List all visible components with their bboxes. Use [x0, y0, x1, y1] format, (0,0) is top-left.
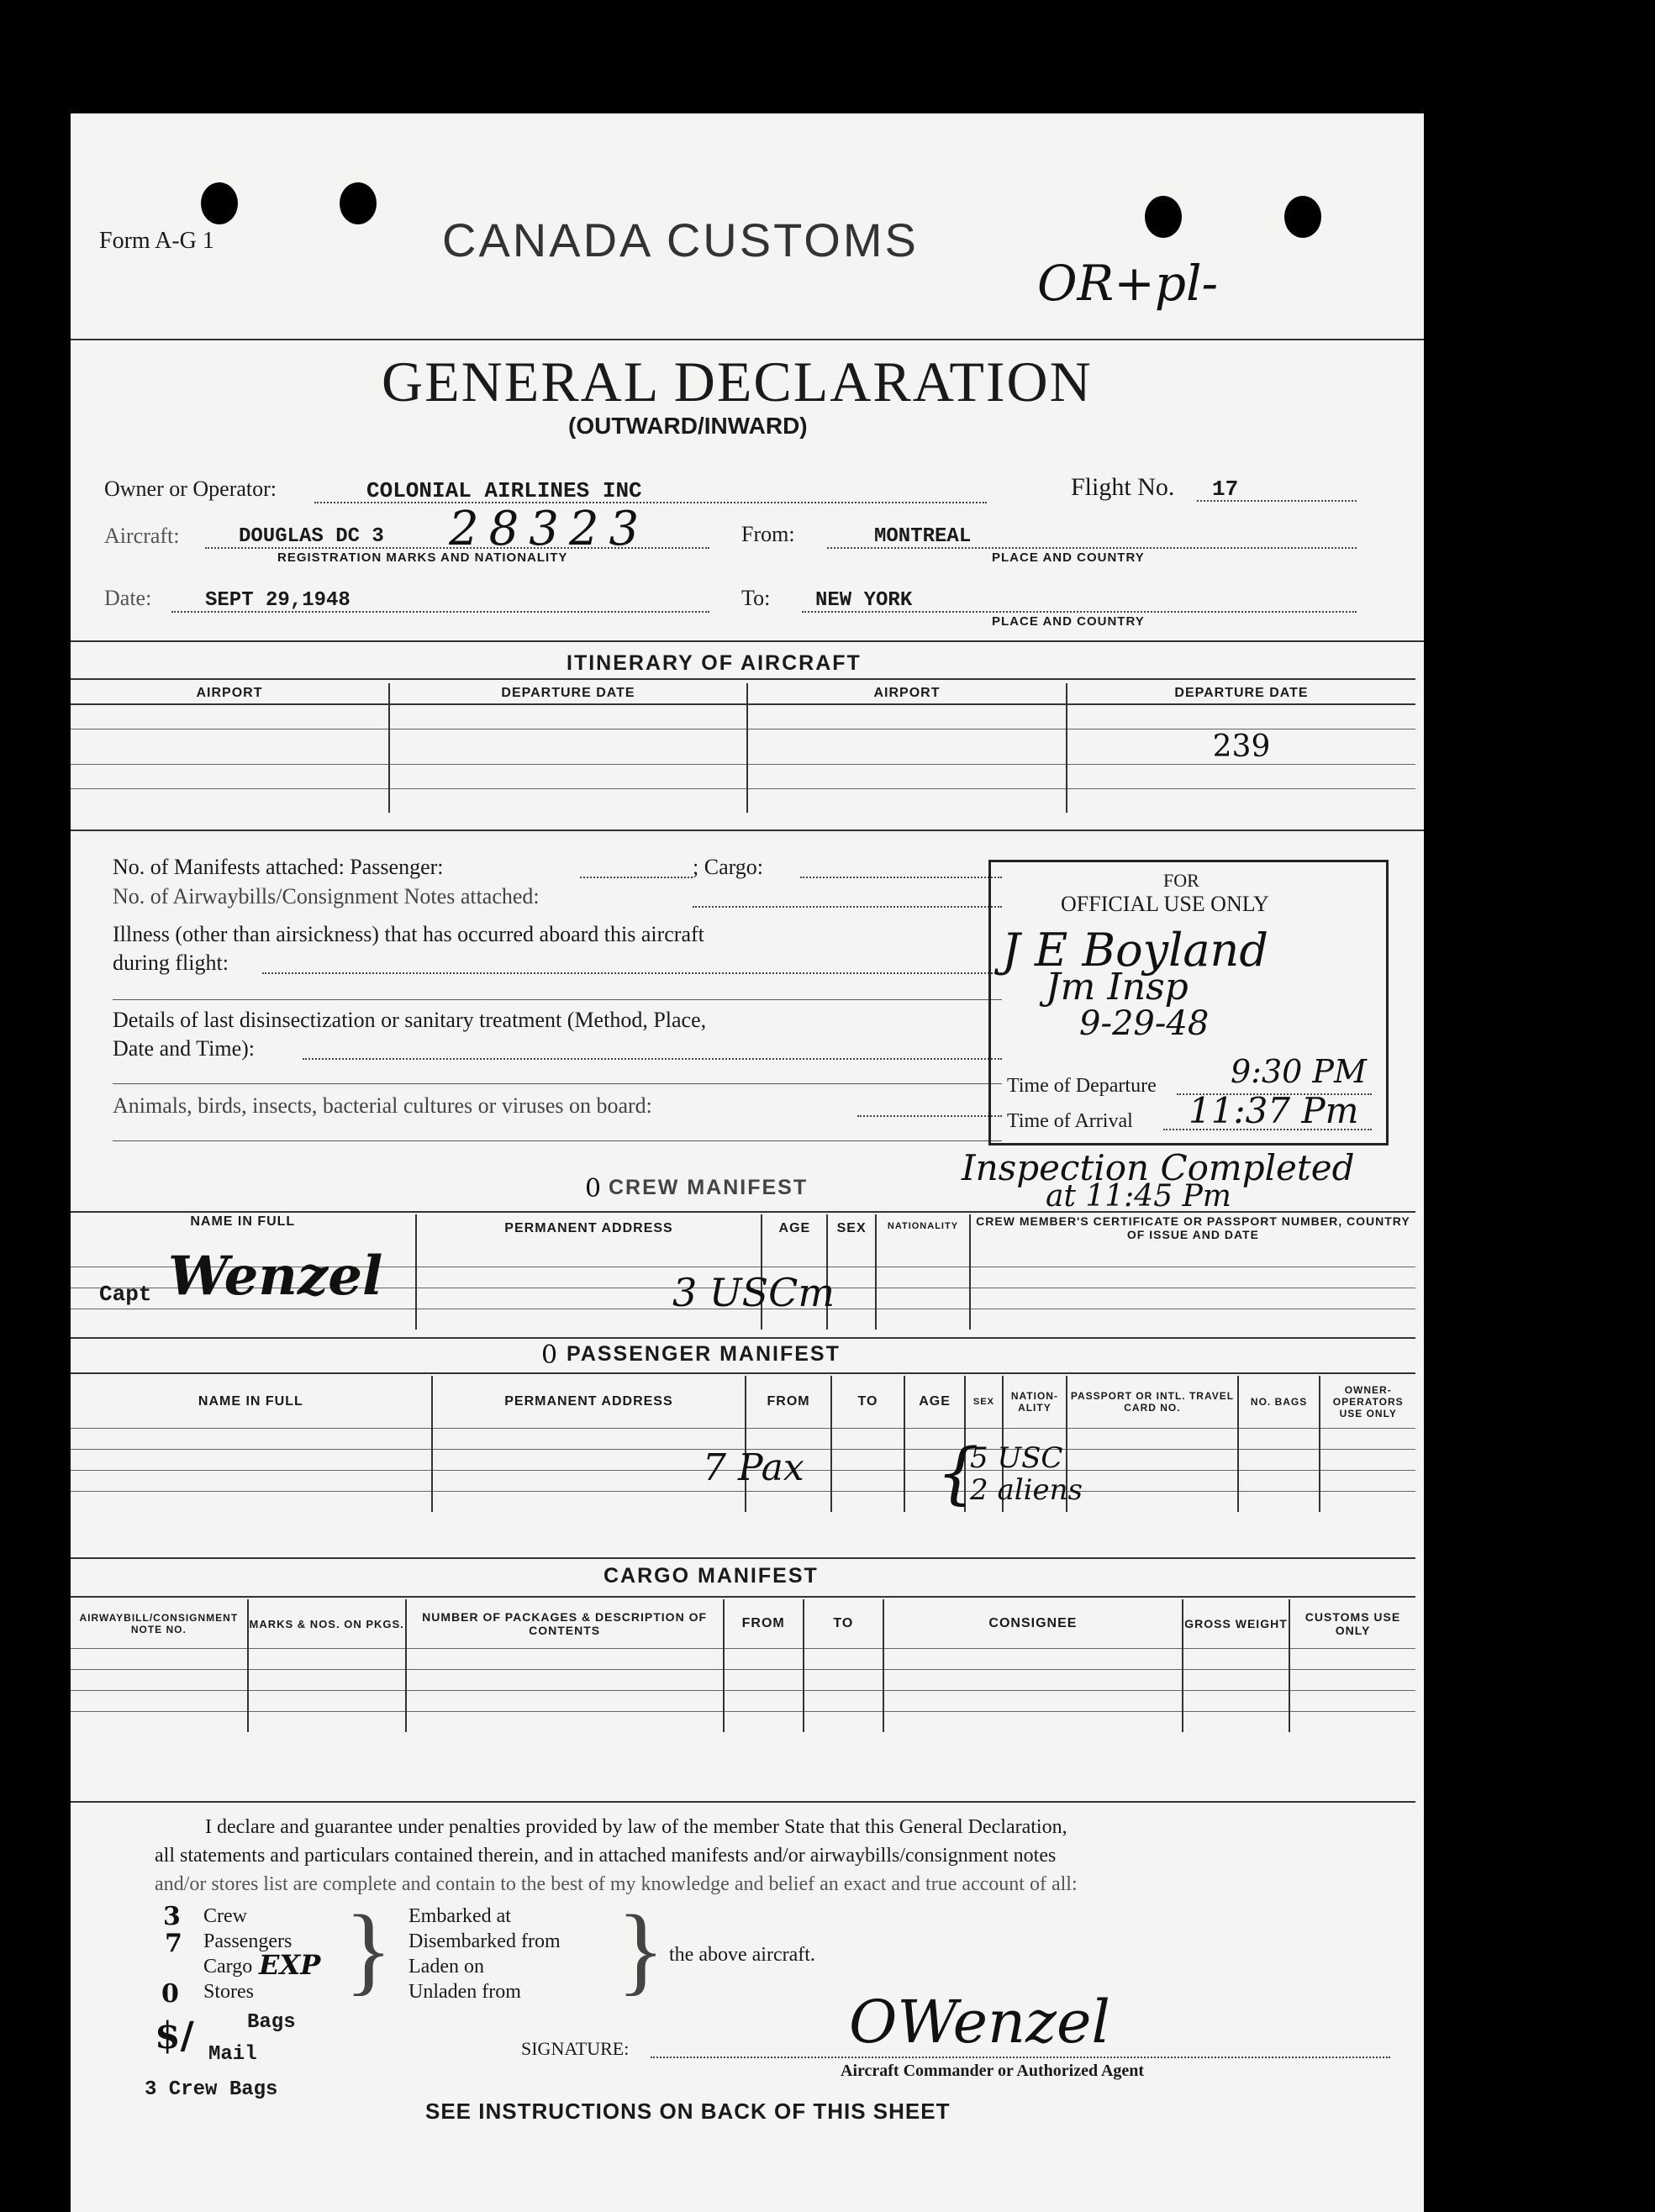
illness-line: [262, 972, 1002, 974]
cargo-header-consignee: CONSIGNEE: [883, 1599, 1183, 1649]
passenger-header-passport: PASSPORT OR INTL. TRAVEL CARD NO.: [1067, 1376, 1238, 1429]
crew-count-mark: 3: [163, 1902, 181, 1931]
manifests-label: No. of Manifests attached: Passenger:: [113, 855, 444, 879]
itinerary-table: [71, 683, 1415, 813]
date-label: Date:: [104, 586, 152, 610]
itinerary-header-departure: DEPARTURE DATE: [389, 683, 747, 704]
crew-header-age: AGE: [762, 1214, 827, 1267]
cargo-table: [71, 1599, 1415, 1732]
bags-label: Bags: [247, 2011, 296, 2034]
to-line: [802, 611, 1357, 613]
itinerary-header-departure-2: DEPARTURE DATE: [1174, 686, 1309, 700]
to-value: NEW YORK: [815, 589, 913, 612]
official-date: 9-29-48: [1079, 1004, 1210, 1043]
cargo-top-rule: [71, 1557, 1415, 1559]
crew-rank: Capt: [99, 1282, 152, 1307]
itinerary-header-airport-2: AIRPORT: [747, 683, 1067, 704]
illness-label-2: during flight:: [113, 951, 229, 975]
aircraft-registration: 28323: [449, 502, 650, 556]
cert-action-embarked: Embarked at: [408, 1905, 511, 1927]
mail-label: Mail: [208, 2043, 257, 2066]
cargo-rule: [71, 1596, 1415, 1598]
passenger-top-rule: [71, 1337, 1415, 1339]
passenger-line: [580, 877, 693, 878]
animals-line: [857, 1115, 1002, 1117]
certification-line-2: all statements and particulars contained therein, and in attached manifests and/or airwaybills/consignment notes: [155, 1845, 1057, 1867]
signature-label: SIGNATURE:: [521, 2038, 630, 2059]
from-label: From:: [741, 522, 795, 546]
passenger-header-name: NAME IN FULL: [71, 1376, 432, 1429]
cargo-mark: EXP: [259, 1949, 321, 1981]
passenger-header-sex: SEX: [965, 1376, 1003, 1429]
crew-top-rule: [71, 1211, 1415, 1213]
passenger-header-nationality: NATION-ALITY: [1003, 1376, 1067, 1429]
left-brace: }: [345, 1894, 393, 2004]
departure-label: Time of Departure: [1007, 1075, 1157, 1097]
stores-count-mark: 0: [161, 1979, 179, 2009]
illness-line-2: [113, 999, 1002, 1000]
airwaybills-label: No. of Airwaybills/Consignment Notes attached:: [113, 884, 540, 908]
owner-label: Owner or Operator:: [104, 477, 277, 501]
passenger-header-bags: NO. BAGS: [1238, 1376, 1320, 1429]
official-for: FOR: [1163, 870, 1199, 891]
passenger-note-aliens: 2 aliens: [970, 1473, 1083, 1507]
header-rule: [71, 339, 1424, 340]
cert-action-laden: Laden on: [408, 1956, 484, 1978]
crew-header-name: NAME IN FULL: [71, 1214, 416, 1267]
certification-line-3: and/or stores list are complete and contain to the best of my knowledge and belief an exact and true account of all:: [155, 1873, 1078, 1895]
itinerary-header-airport: AIRPORT: [71, 683, 389, 704]
cert-item-cargo: Cargo: [203, 1956, 253, 1978]
inspection-time: at 11:45 Pm: [1046, 1179, 1231, 1214]
animals-label: Animals, birds, insects, bacterial cultures or viruses on board:: [113, 1093, 652, 1118]
passenger-note: 7 Pax: [703, 1446, 804, 1489]
passenger-header-to: TO: [831, 1376, 904, 1429]
form-number: Form A-G 1: [99, 228, 214, 254]
right-brace: }: [617, 1894, 665, 2004]
passenger-header-age: AGE: [904, 1376, 965, 1429]
cargo-header-marks: MARKS & NOS. ON PKGS.: [248, 1599, 406, 1649]
cargo-bottom-rule: [71, 1801, 1415, 1803]
date-line: [171, 611, 709, 613]
cargo-header-to: TO: [804, 1599, 883, 1649]
aircraft-caption: REGISTRATION MARKS AND NATIONALITY: [277, 550, 568, 565]
flight-label: Flight No.: [1071, 473, 1175, 501]
disinsect-label: Details of last disinsectization or sanitary treatment (Method, Place,: [113, 1008, 707, 1032]
aircraft-value: DOUGLAS DC 3: [239, 525, 384, 548]
bags-mark: $/: [155, 2014, 194, 2057]
itinerary-note-text: 239: [1212, 729, 1271, 764]
crew-name: Wenzel: [168, 1245, 383, 1308]
official-title: Jm Insp: [1046, 966, 1189, 1009]
passenger-rule: [71, 1372, 1415, 1374]
crew-bags-label: 3 Crew Bags: [145, 2078, 278, 2101]
passenger-header-address: PERMANENT ADDRESS: [432, 1376, 746, 1429]
corner-note: OR+pl-: [1037, 255, 1219, 312]
itinerary-rule: [71, 678, 1415, 680]
crew-header-certificate: CREW MEMBER'S CERTIFICATE OR PASSPORT NUMBER, COUNTRY OF ISSUE AND DATE: [976, 1214, 1410, 1241]
punch-hole: [340, 182, 377, 224]
to-caption: PLACE AND COUNTRY: [992, 614, 1145, 629]
itinerary-title: ITINERARY OF AIRCRAFT: [567, 651, 862, 675]
arrival-value: 11:37 Pm: [1189, 1090, 1359, 1131]
inspection-note: Inspection Completed: [962, 1147, 1355, 1188]
disinsect-line-2: [113, 1083, 1002, 1084]
crew-title: CREW MANIFEST: [609, 1176, 809, 1199]
to-label: To:: [741, 586, 771, 610]
aircraft-label: Aircraft:: [104, 524, 180, 548]
passenger-note-citizens: 5 USC: [970, 1441, 1063, 1475]
owner-value: COLONIAL AIRLINES INC: [366, 478, 642, 503]
punch-hole: [1284, 196, 1321, 238]
cargo-label: ; Cargo:: [693, 855, 764, 879]
itinerary-top-rule: [71, 640, 1424, 642]
cargo-header-airwaybill: AIRWAYBILL/CONSIGNMENT NOTE NO.: [71, 1599, 248, 1649]
passenger-header-from: FROM: [746, 1376, 831, 1429]
certification-line-1: I declare and guarantee under penalties provided by law of the member State that this General Declaration,: [205, 1816, 1067, 1838]
signature-caption: Aircraft Commander or Authorized Agent: [841, 2062, 1145, 2080]
cargo-header-from: FROM: [724, 1599, 804, 1649]
punch-hole: [201, 182, 238, 224]
cert-suffix: the above aircraft.: [669, 1944, 815, 1966]
cargo-header-weight: GROSS WEIGHT: [1183, 1599, 1289, 1649]
departure-value: 9:30 PM: [1231, 1053, 1367, 1090]
footer-instructions: SEE INSTRUCTIONS ON BACK OF THIS SHEET: [425, 2099, 951, 2124]
animals-line-2: [113, 1140, 1002, 1141]
official-heading: OFFICIAL USE ONLY: [1061, 892, 1269, 916]
cert-item-crew: Crew: [203, 1905, 247, 1927]
cert-action-unladen: Unladen from: [408, 1981, 521, 2003]
owner-line: [314, 502, 987, 503]
crew-header-nationality: NATIONALITY: [876, 1214, 970, 1267]
crew-header-address: PERMANENT ADDRESS: [416, 1214, 762, 1267]
cargo-title: CARGO MANIFEST: [603, 1564, 819, 1588]
form-subtitle: (OUTWARD/INWARD): [568, 413, 808, 439]
cert-action-disembarked: Disembarked from: [408, 1930, 561, 1952]
cargo-line: [800, 877, 1002, 878]
crew-note: 3 USCm: [672, 1270, 835, 1315]
from-line: [827, 547, 1357, 549]
commander-signature: OWenzel: [849, 1988, 1110, 2057]
cert-item-stores: Stores: [203, 1981, 254, 2003]
passenger-title: PASSENGER MANIFEST: [567, 1342, 841, 1366]
itinerary-note: [1067, 729, 1415, 765]
declaration-form: [71, 113, 1424, 2212]
punch-hole: [1145, 196, 1182, 238]
official-signature: J E Boyland: [1002, 924, 1268, 977]
crew-header-sex: SEX: [827, 1214, 876, 1267]
cert-item-passengers: Passengers: [203, 1930, 293, 1952]
signature-line: [651, 2057, 1390, 2058]
disinsect-line: [303, 1058, 1002, 1060]
passenger-count: 0: [541, 1340, 558, 1370]
agency-title: CANADA CUSTOMS: [442, 213, 919, 266]
from-caption: PLACE AND COUNTRY: [992, 550, 1145, 565]
arrival-label: Time of Arrival: [1007, 1110, 1133, 1132]
passenger-brace: {: [936, 1434, 979, 1512]
flight-value: 17: [1212, 477, 1239, 502]
passenger-count-mark: 7: [165, 1929, 182, 1958]
itinerary-bottom-rule: [71, 830, 1424, 831]
disinsect-label-2: Date and Time):: [113, 1036, 255, 1061]
date-value: SEPT 29,1948: [205, 589, 351, 612]
passenger-table: [71, 1376, 1415, 1512]
passenger-header-owner: OWNER-OPERATORS USE ONLY: [1332, 1384, 1404, 1419]
airwaybills-line: [693, 906, 1002, 908]
illness-label: Illness (other than airsickness) that has occurred aboard this aircraft: [113, 922, 704, 946]
aircraft-line: [205, 547, 709, 549]
from-value: MONTREAL: [874, 525, 972, 548]
cargo-header-customs: CUSTOMS USE ONLY: [1304, 1610, 1401, 1637]
form-title: GENERAL DECLARATION: [382, 350, 1093, 413]
flight-line: [1197, 500, 1357, 502]
crew-count: 0: [585, 1174, 602, 1203]
cargo-header-packages: NUMBER OF PACKAGES & DESCRIPTION OF CONTENTS: [406, 1599, 724, 1649]
